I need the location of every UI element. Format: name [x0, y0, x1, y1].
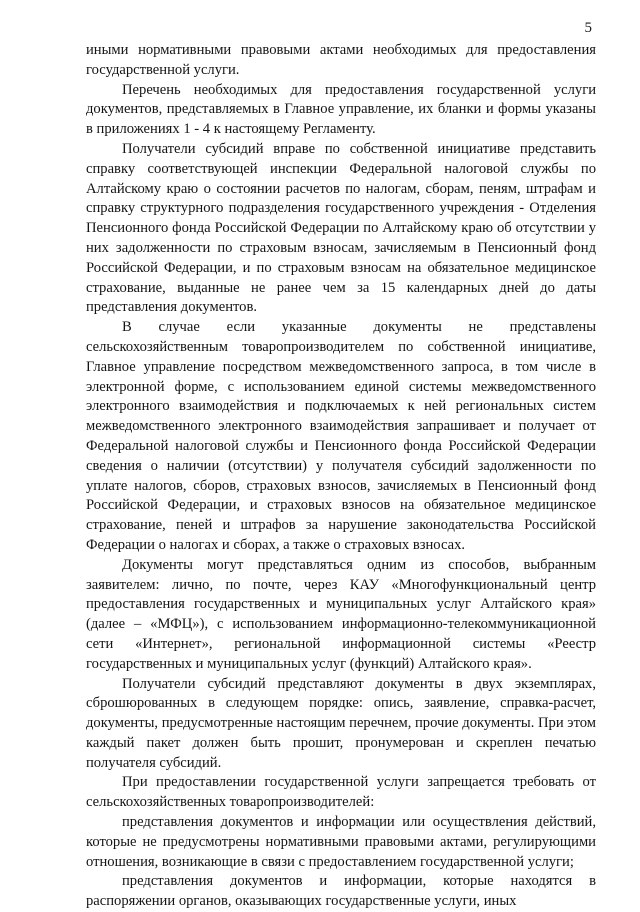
page-number: 5 — [584, 20, 592, 36]
paragraph-continuation: иными нормативными правовыми актами необходимых для предоставления государственной услуги. — [86, 42, 596, 78]
paragraph-submission-methods: Документы могут представляться одним из способов, выбранным заявителем: лично, по почте, через КАУ «Многофункциональный центр предоставления государственных и муниципальных услуг Алтайского края» (далее – «МФЦ»), с использованием информационно-телекоммуникационной сети «Интернет», региональной информационной системы «Реестр государственных и муниципальных услуг (функций) Алтайского края». — [86, 556, 596, 672]
paragraph-interagency-request: В случае если указанные документы не представлены сельскохозяйственным товаропроизводителем по собственной инициативе, Главное управление посредством межведомственного запроса, в том числе в электронной форме, с использованием единой системы межведомственного электронного взаимодействия и подключаемых к ней региональных систем межведомственного электронного взаимодействия запрашивает и получает от Федеральной налоговой службы и Пенсионного фонда Российской Федерации сведения о наличии (отсутствии) у получателя субсидий задолженности по уплате налогов, сборов, страховых взносов, зачисляемых в Пенсионный фонд Российской Федерации, и страховых взносов на обязательное медицинское страхование, пеней и штрафов за нарушение законодательства Российской Федерации о налогах и сборах, а также о страховых взносах. — [86, 319, 596, 553]
paragraph-two-copies: Получатели субсидий представляют документы в двух экземплярах, сброшюрованных в следующем порядке: опись, заявление, справка-расчет, документы, предусмотренные настоящим перечнем, прочие документы. При этом каждый пакет должен быть прошит, пронумерован и скреплен печатью получателя субсидий. — [86, 675, 597, 771]
paragraph-documents-list: Перечень необходимых для предоставления государственной услуги документов, представляемых в Главное управление, их бланки и формы указаны в приложениях 1 - 4 к настоящему Регламенту. — [86, 81, 596, 138]
paragraph-prohibition-2: представления документов и информации, которые находятся в распоряжении органов, оказывающих государственные услуги, иных — [86, 873, 596, 910]
paragraph-prohibitions-intro: При предоставлении государственной услуги запрещается требовать от сельскохозяйственных товаропроизводителей: — [86, 774, 596, 811]
paragraph-prohibition-1: представления документов и информации или осуществления действий, которые не предусмотрены нормативными правовыми актами, регулирующими отношения, возникающие в связи с предоставлением государственной услуги; — [86, 814, 596, 870]
paragraph-tax-certificate: Получатели субсидий вправе по собственной инициативе представить справку соответствующей инспекции Федеральной налоговой службы по Алтайскому краю о состоянии расчетов по налогам, сборам, пеням, штрафам и справку структурного подразделения государственного учреждения - Отделения Пенсионного фонда Российской Федерации по Алтайскому краю об отсутствии у них задолженности по страховым взносам, зачисляемым в Пенсионный фонд Российской Федерации, и по страховым взносам на обязательное медицинское страхование, выданные не ранее чем за 15 календарных дней до даты представления документов. — [86, 140, 596, 316]
document-body — [86, 41, 596, 912]
